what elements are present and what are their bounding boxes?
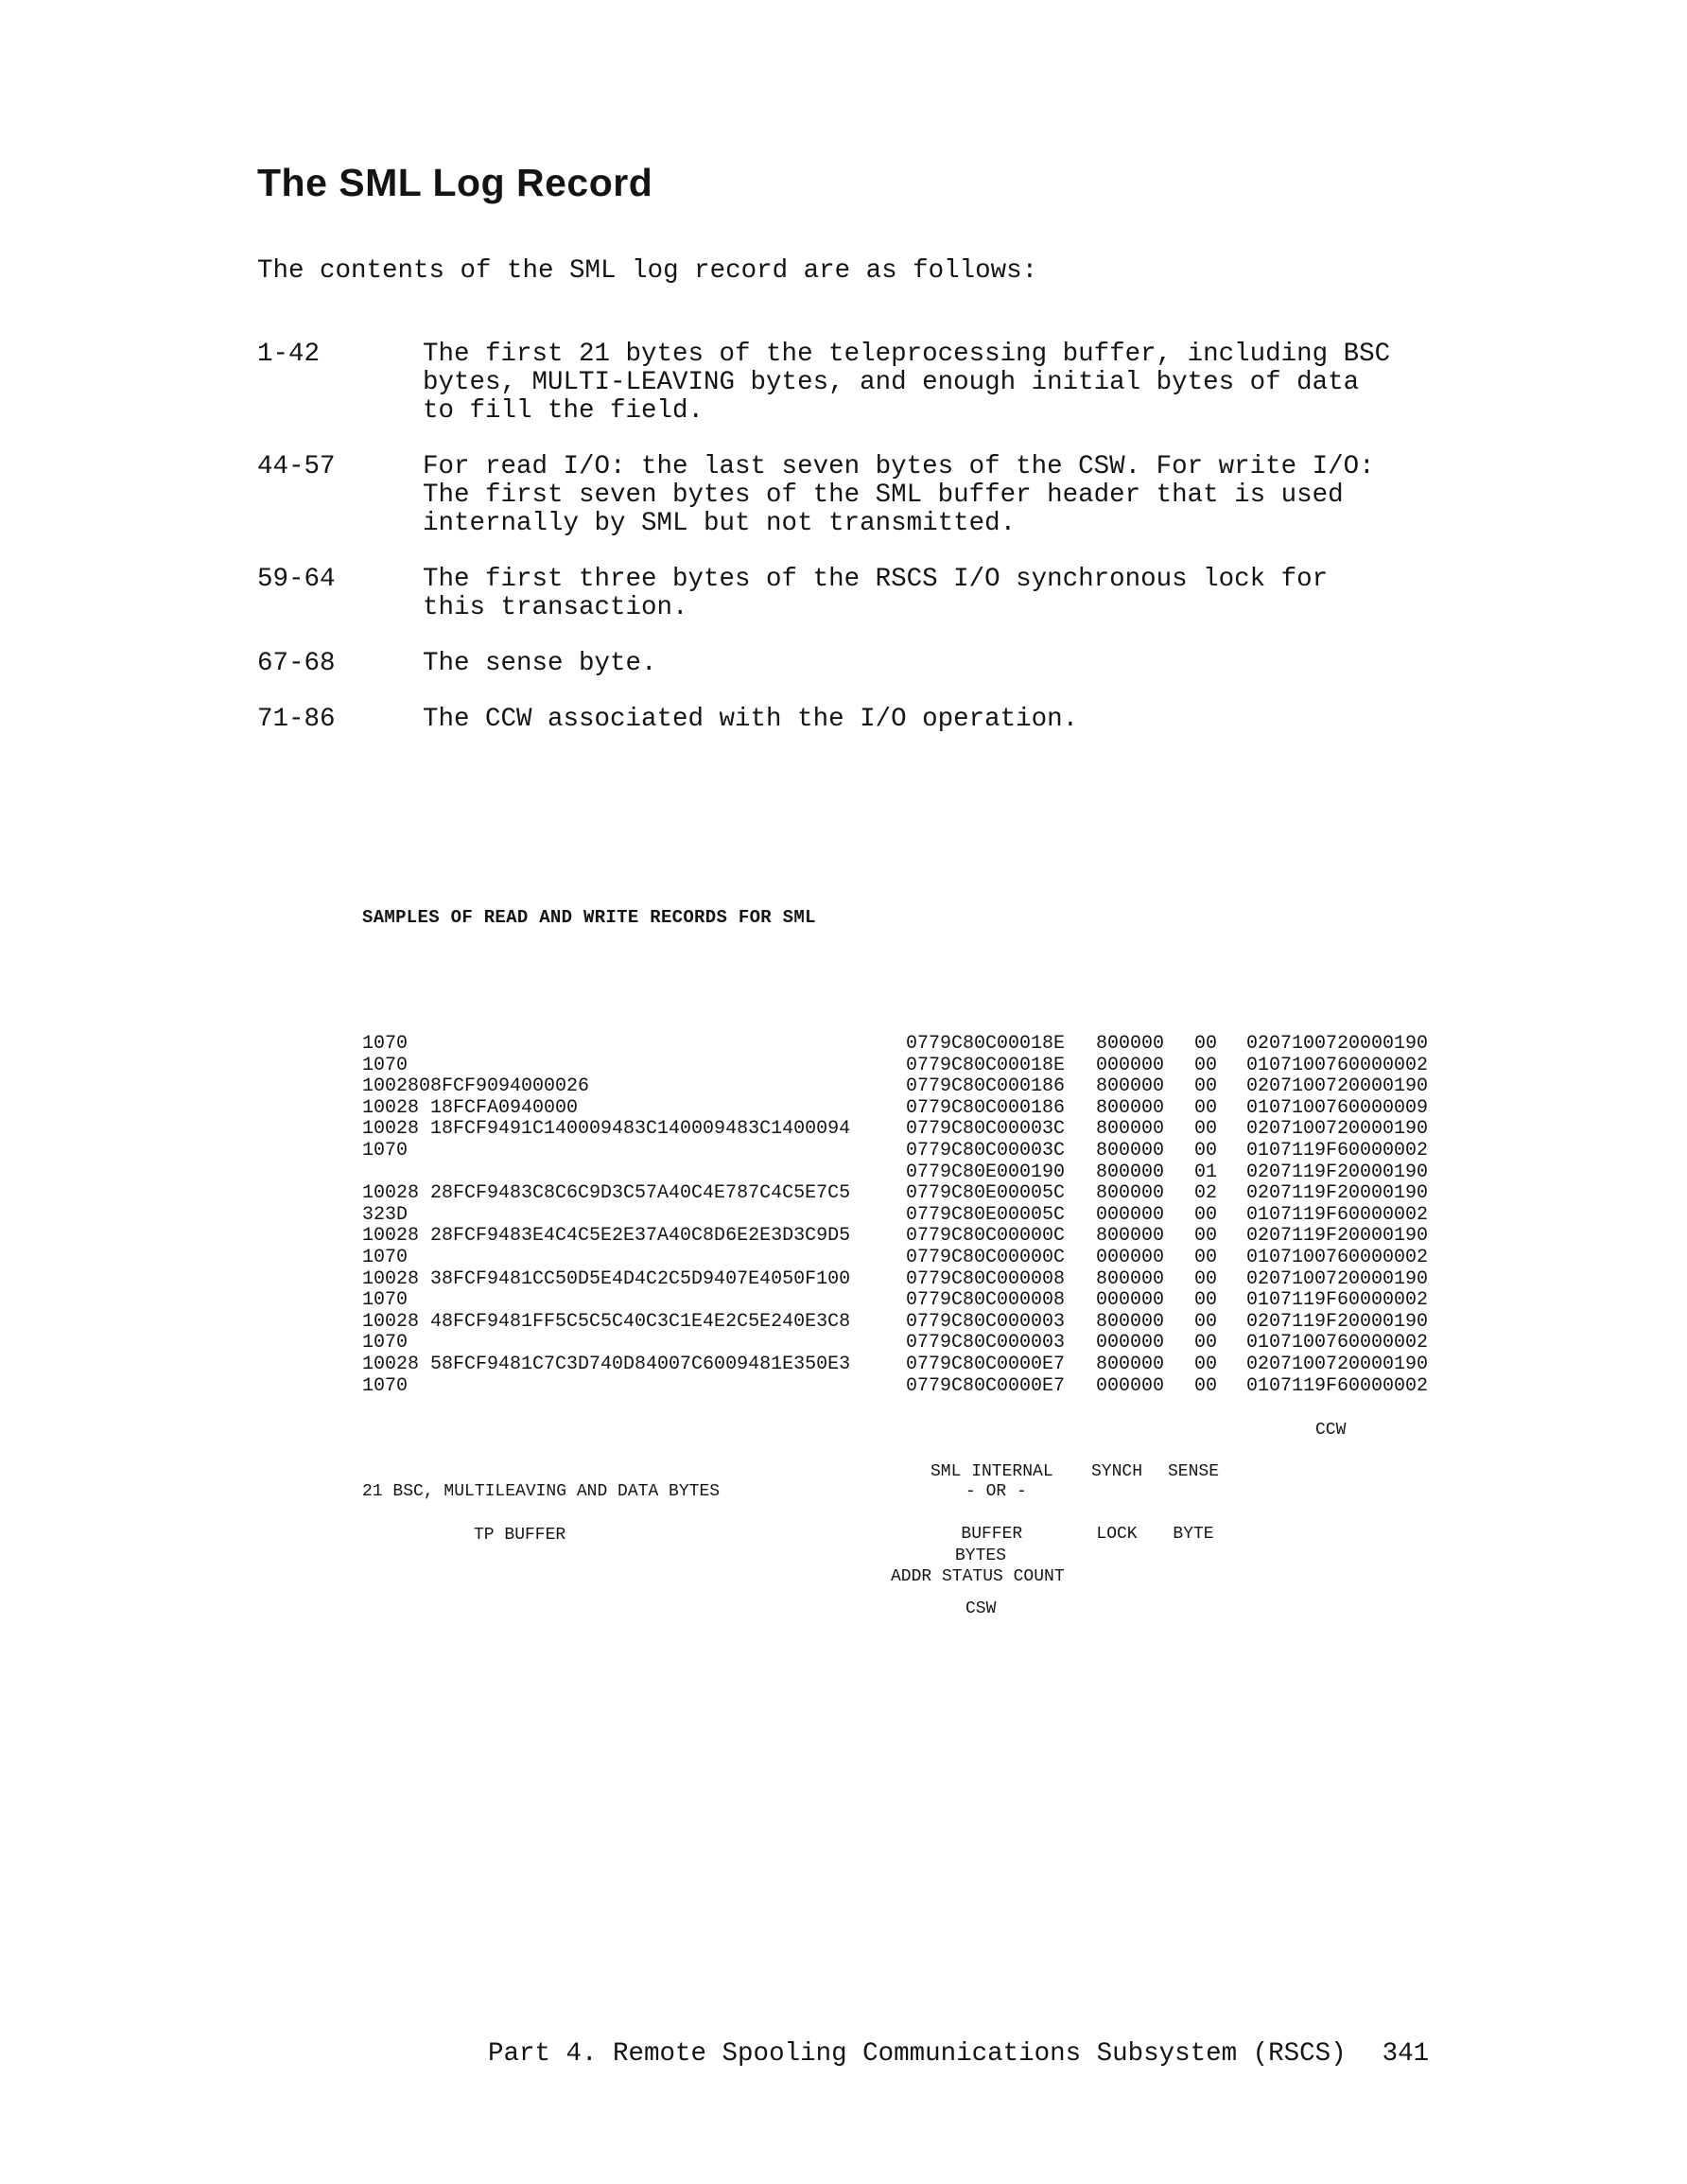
sense-byte: 01 bbox=[1194, 1161, 1218, 1183]
tp-buffer-bytes: 10028 28FCF9483E4C4C5E2E37A40C8D6E2E3D3C9D5 bbox=[362, 1225, 851, 1248]
sense-byte: 00 bbox=[1194, 1289, 1218, 1312]
tp-buffer-bytes: 10028 28FCF9483C8C6C9D3C57A40C4E787C4C5E7C5 bbox=[362, 1182, 851, 1205]
synch-lock: 800000 bbox=[1096, 1182, 1165, 1205]
sml-internal-buffer: 0779C80C000008 bbox=[906, 1289, 1066, 1312]
byte-range: 1-42 bbox=[257, 340, 321, 369]
definition-description bbox=[423, 566, 1449, 622]
definition-list bbox=[257, 341, 1449, 761]
tp-buffer-bytes: 10028 38FCF9481CC50D5E4D4C2C5D9407E4050F100 bbox=[362, 1267, 851, 1290]
sml-internal-buffer: 0779C80C00000C bbox=[906, 1246, 1066, 1268]
definition-line: The CCW associated with the I/O operation. bbox=[423, 705, 1079, 734]
synch-lock: 000000 bbox=[1096, 1289, 1165, 1312]
tp-buffer-bytes: 10028 18FCFA0940000 bbox=[362, 1096, 579, 1119]
byte-range: 67-68 bbox=[257, 649, 336, 678]
tp-buffer-bytes: 323D bbox=[362, 1203, 409, 1226]
ccw-value: 0207100720000190 bbox=[1246, 1075, 1429, 1098]
ccw-value: 0207119F20000190 bbox=[1246, 1161, 1429, 1183]
definition-line: bytes, MULTI-LEAVING bytes, and enough initial bytes of data bbox=[423, 368, 1360, 397]
ccw-value: 0107100760000002 bbox=[1246, 1332, 1429, 1354]
footer-text: Part 4. Remote Spooling Communications Subsystem (RSCS) bbox=[488, 2039, 1347, 2069]
sense-byte: 00 bbox=[1194, 1203, 1218, 1226]
caption-line: SML INTERNAL bbox=[930, 1462, 1053, 1481]
samples-heading: SAMPLES OF READ AND WRITE RECORDS FOR SML bbox=[362, 907, 816, 928]
definition-line: The first seven bytes of the SML buffer header that is used bbox=[423, 480, 1344, 510]
synch-lock: 000000 bbox=[1096, 1203, 1165, 1226]
ccw-value: 0107119F60000002 bbox=[1246, 1203, 1429, 1226]
ccw-value: 0107119F60000002 bbox=[1246, 1139, 1429, 1162]
tp-buffer-bytes: 10028 18FCF9491C140009483C140009483C1400094 bbox=[362, 1118, 851, 1141]
sense-byte: 00 bbox=[1194, 1139, 1218, 1162]
sml-internal-buffer: 0779C80C00018E bbox=[906, 1033, 1066, 1055]
sense-byte: 02 bbox=[1194, 1182, 1218, 1205]
sml-internal-buffer: 0779C80C000186 bbox=[906, 1096, 1066, 1119]
definition-description bbox=[423, 453, 1449, 538]
definition-description bbox=[423, 706, 1449, 734]
sml-internal-buffer: 0779C80E00005C bbox=[906, 1182, 1066, 1205]
tp-buffer-bytes: 1070 bbox=[362, 1246, 409, 1268]
synch-lock: 000000 bbox=[1096, 1332, 1165, 1354]
caption-line: BUFFER bbox=[961, 1525, 1023, 1544]
sml-internal-buffer: 0779C80C00003C bbox=[906, 1118, 1066, 1141]
synch-lock: 800000 bbox=[1096, 1225, 1165, 1248]
sml-internal-buffer: 0779C80C0000E7 bbox=[906, 1374, 1066, 1397]
byte-range: 71-86 bbox=[257, 705, 336, 734]
definition-item bbox=[257, 566, 1449, 622]
sense-byte: 00 bbox=[1194, 1332, 1218, 1354]
ccw-value: 0207119F20000190 bbox=[1246, 1310, 1429, 1333]
sense-byte: 00 bbox=[1194, 1033, 1218, 1055]
caption-line: ADDR STATUS COUNT bbox=[891, 1567, 1065, 1586]
sense-byte: 00 bbox=[1194, 1225, 1218, 1248]
caption-sense-byte bbox=[1168, 1420, 1219, 1586]
definition-line: to fill the field. bbox=[423, 396, 704, 426]
caption-line: LOCK bbox=[1096, 1525, 1138, 1544]
definition-description bbox=[423, 650, 1449, 678]
ccw-value: 0207100720000190 bbox=[1246, 1033, 1429, 1055]
sense-byte: 00 bbox=[1194, 1267, 1218, 1290]
caption-tp-buffer: TP BUFFER bbox=[474, 1526, 566, 1545]
sense-byte: 00 bbox=[1194, 1246, 1218, 1268]
definition-line: The sense byte. bbox=[423, 649, 657, 678]
synch-lock: 800000 bbox=[1096, 1139, 1165, 1162]
sense-byte: 00 bbox=[1194, 1353, 1218, 1375]
page-footer bbox=[457, 2010, 1429, 2069]
sml-internal-buffer: 0779C80C00000C bbox=[906, 1225, 1066, 1248]
sense-byte: 00 bbox=[1194, 1075, 1218, 1098]
definition-description bbox=[423, 341, 1449, 426]
tp-buffer-bytes: 1070 bbox=[362, 1054, 409, 1076]
definition-line: this transaction. bbox=[423, 593, 688, 622]
sml-internal-buffer: 0779C80C00018E bbox=[906, 1054, 1066, 1076]
definition-item bbox=[257, 650, 1449, 678]
ccw-value: 0107119F60000002 bbox=[1246, 1374, 1429, 1397]
synch-lock: 800000 bbox=[1096, 1267, 1165, 1290]
synch-lock: 800000 bbox=[1096, 1118, 1165, 1141]
sense-byte: 00 bbox=[1194, 1310, 1218, 1333]
ccw-value: 0107100760000002 bbox=[1246, 1054, 1429, 1076]
ccw-value: 0207119F20000190 bbox=[1246, 1225, 1429, 1248]
sml-internal-buffer: 0779C80E000190 bbox=[906, 1161, 1066, 1183]
definition-item bbox=[257, 453, 1449, 538]
definition-line: For read I/O: the last seven bytes of the CSW. For write I/O: bbox=[423, 452, 1375, 481]
sense-byte: 00 bbox=[1194, 1096, 1218, 1119]
sense-byte: 00 bbox=[1194, 1054, 1218, 1076]
ccw-value: 0107119F60000002 bbox=[1246, 1289, 1429, 1312]
sml-internal-buffer: 0779C80C000003 bbox=[906, 1310, 1066, 1333]
caption-bsc-bytes: 21 BSC, MULTILEAVING AND DATA BYTES bbox=[362, 1482, 721, 1501]
byte-range: 44-57 bbox=[257, 452, 336, 481]
tp-buffer-bytes: 10028 58FCF9481C7C3D740D84007C6009481E350E3 bbox=[362, 1353, 851, 1375]
caption-line: SYNCH bbox=[1091, 1462, 1143, 1481]
caption-line: BYTE bbox=[1173, 1525, 1214, 1544]
ccw-value: 0107100760000002 bbox=[1246, 1246, 1429, 1268]
tp-buffer-bytes: 1070 bbox=[362, 1033, 409, 1055]
sense-byte: 00 bbox=[1194, 1374, 1218, 1397]
synch-lock: 000000 bbox=[1096, 1054, 1165, 1076]
caption-ccw: CCW bbox=[1315, 1421, 1347, 1440]
synch-lock: 800000 bbox=[1096, 1353, 1165, 1375]
caption-synch-lock bbox=[1091, 1420, 1142, 1586]
ccw-value: 0207100720000190 bbox=[1246, 1267, 1429, 1290]
ccw-value: 0207100720000190 bbox=[1246, 1118, 1429, 1141]
tp-buffer-bytes: 1070 bbox=[362, 1374, 409, 1397]
ccw-value: 0107100760000009 bbox=[1246, 1096, 1429, 1119]
tp-buffer-bytes: 10028 48FCF9481FF5C5C5C40C3C1E4E2C5E240E3C8 bbox=[362, 1310, 851, 1333]
page-title: The SML Log Record bbox=[257, 161, 653, 204]
sml-internal-buffer: 0779C80C000008 bbox=[906, 1267, 1066, 1290]
caption-bytes: BYTES bbox=[955, 1546, 1007, 1565]
definition-line: The first 21 bytes of the teleprocessing buffer, including BSC bbox=[423, 340, 1391, 369]
ccw-value: 0207119F20000190 bbox=[1246, 1182, 1429, 1205]
page-number: 341 bbox=[1382, 2039, 1430, 2069]
synch-lock: 800000 bbox=[1096, 1075, 1165, 1098]
tp-buffer-bytes: 1002808FCF9094000026 bbox=[362, 1075, 590, 1098]
synch-lock: 000000 bbox=[1096, 1374, 1165, 1397]
definition-line: internally by SML but not transmitted. bbox=[423, 509, 1017, 538]
synch-lock: 000000 bbox=[1096, 1246, 1165, 1268]
sml-internal-buffer: 0779C80C00003C bbox=[906, 1139, 1066, 1162]
caption-or: - OR - bbox=[965, 1482, 1027, 1501]
definition-line: The first three bytes of the RSCS I/O synchronous lock for bbox=[423, 565, 1329, 594]
sml-internal-buffer: 0779C80C000186 bbox=[906, 1075, 1066, 1098]
tp-buffer-bytes: 1070 bbox=[362, 1332, 409, 1354]
ccw-value: 0207100720000190 bbox=[1246, 1353, 1429, 1375]
sense-byte: 00 bbox=[1194, 1118, 1218, 1141]
definition-item bbox=[257, 341, 1449, 426]
caption-line: SENSE bbox=[1168, 1462, 1220, 1481]
byte-range: 59-64 bbox=[257, 565, 336, 594]
synch-lock: 800000 bbox=[1096, 1096, 1165, 1119]
sml-internal-buffer: 0779C80E00005C bbox=[906, 1203, 1066, 1226]
definition-item bbox=[257, 706, 1449, 734]
synch-lock: 800000 bbox=[1096, 1310, 1165, 1333]
synch-lock: 800000 bbox=[1096, 1033, 1165, 1055]
tp-buffer-bytes: 1070 bbox=[362, 1139, 409, 1162]
synch-lock: 800000 bbox=[1096, 1161, 1165, 1183]
sml-internal-buffer: 0779C80C000003 bbox=[906, 1332, 1066, 1354]
caption-csw: CSW bbox=[965, 1599, 997, 1618]
sml-internal-buffer: 0779C80C0000E7 bbox=[906, 1353, 1066, 1375]
intro-text: The contents of the SML log record are as follows: bbox=[257, 256, 1038, 286]
tp-buffer-bytes: 1070 bbox=[362, 1289, 409, 1312]
